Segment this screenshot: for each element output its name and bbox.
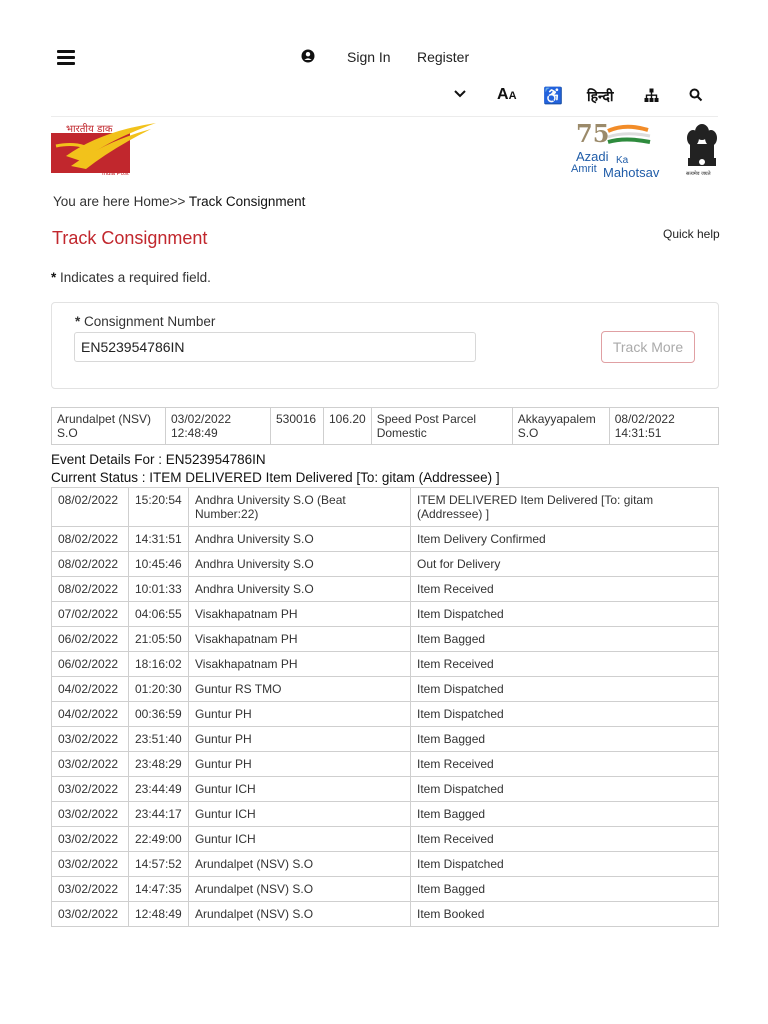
summary-table bbox=[51, 407, 719, 445]
event-description: Item Bagged bbox=[411, 877, 719, 902]
consignment-number-input[interactable] bbox=[74, 332, 476, 362]
event-office: Guntur PH bbox=[189, 752, 411, 777]
accessibility-icon[interactable]: ♿ bbox=[543, 88, 563, 105]
event-time: 22:49:00 bbox=[129, 827, 189, 852]
event-time: 10:01:33 bbox=[129, 577, 189, 602]
event-office: Andhra University S.O (Beat Number:22) bbox=[189, 488, 411, 527]
azadi-ka-amrit-mahotsav-logo bbox=[570, 121, 670, 181]
event-time: 23:44:49 bbox=[129, 777, 189, 802]
event-time: 23:44:17 bbox=[129, 802, 189, 827]
event-description: Item Dispatched bbox=[411, 777, 719, 802]
table-row bbox=[52, 627, 719, 652]
event-description: Item Dispatched bbox=[411, 852, 719, 877]
event-date: 08/02/2022 bbox=[52, 577, 129, 602]
event-date: 08/02/2022 bbox=[52, 552, 129, 577]
chevron-down-icon[interactable] bbox=[453, 89, 467, 99]
table-row bbox=[52, 752, 719, 777]
event-office: Guntur ICH bbox=[189, 802, 411, 827]
event-time: 12:48:49 bbox=[129, 902, 189, 927]
event-time: 14:57:52 bbox=[129, 852, 189, 877]
azadi-line1: Azadi bbox=[576, 149, 609, 164]
event-description: Item Received bbox=[411, 577, 719, 602]
event-office: Guntur ICH bbox=[189, 777, 411, 802]
event-description: Item Received bbox=[411, 752, 719, 777]
table-row bbox=[52, 602, 719, 627]
table-row bbox=[52, 777, 719, 802]
event-office: Andhra University S.O bbox=[189, 552, 411, 577]
azadi-line2: Amrit bbox=[571, 163, 597, 175]
consignment-label-text: Consignment Number bbox=[84, 314, 216, 329]
event-date: 04/02/2022 bbox=[52, 677, 129, 702]
event-office: Guntur PH bbox=[189, 727, 411, 752]
booking-office: Arundalpet (NSV) S.O bbox=[52, 408, 166, 445]
required-star: * bbox=[51, 270, 57, 285]
table-row bbox=[52, 727, 719, 752]
pincode: 530016 bbox=[271, 408, 324, 445]
current-status: Current Status : ITEM DELIVERED Item Delivered [To: gitam (Addressee) ] bbox=[51, 470, 500, 485]
header-divider bbox=[51, 116, 718, 117]
event-date: 08/02/2022 bbox=[52, 488, 129, 527]
azadi-number: 75 bbox=[576, 119, 610, 148]
sitemap-icon[interactable] bbox=[644, 88, 659, 103]
event-date: 03/02/2022 bbox=[52, 827, 129, 852]
search-icon[interactable] bbox=[689, 88, 703, 102]
event-description: ITEM DELIVERED Item Delivered [To: gitam (Addressee) ] bbox=[411, 488, 719, 527]
event-time: 04:06:55 bbox=[129, 602, 189, 627]
event-description: Item Delivery Confirmed bbox=[411, 527, 719, 552]
breadcrumb-prefix[interactable]: You are here Home>> bbox=[53, 194, 189, 209]
font-size-icon[interactable]: AA bbox=[497, 86, 517, 103]
table-row bbox=[52, 902, 719, 927]
event-time: 01:20:30 bbox=[129, 677, 189, 702]
azadi-ka: Ka bbox=[616, 155, 629, 166]
event-date: 03/02/2022 bbox=[52, 802, 129, 827]
booking-datetime: 03/02/2022 12:48:49 bbox=[166, 408, 271, 445]
delivery-office: Akkayyapalem S.O bbox=[512, 408, 609, 445]
table-row bbox=[52, 488, 719, 527]
event-details-heading: Event Details For : EN523954786IN bbox=[51, 452, 266, 467]
event-description: Item Received bbox=[411, 827, 719, 852]
event-time: 14:47:35 bbox=[129, 877, 189, 902]
menu-icon[interactable] bbox=[57, 50, 75, 66]
event-date: 03/02/2022 bbox=[52, 727, 129, 752]
event-description: Item Dispatched bbox=[411, 677, 719, 702]
india-post-hindi-text: भारतीय डाक bbox=[66, 124, 113, 135]
table-row bbox=[52, 827, 719, 852]
event-date: 03/02/2022 bbox=[52, 877, 129, 902]
register-link[interactable]: Register bbox=[417, 49, 470, 65]
event-time: 21:05:50 bbox=[129, 627, 189, 652]
event-description: Item Dispatched bbox=[411, 702, 719, 727]
event-time: 23:51:40 bbox=[129, 727, 189, 752]
event-office: Arundalpet (NSV) S.O bbox=[189, 902, 411, 927]
consignment-number-label bbox=[75, 314, 215, 329]
event-description: Item Bagged bbox=[411, 627, 719, 652]
event-office: Guntur PH bbox=[189, 702, 411, 727]
quick-help-link[interactable]: Quick help bbox=[663, 227, 720, 241]
event-office: Arundalpet (NSV) S.O bbox=[189, 877, 411, 902]
table-row bbox=[52, 677, 719, 702]
event-description: Item Bagged bbox=[411, 802, 719, 827]
event-office: Guntur ICH bbox=[189, 827, 411, 852]
article-type: Speed Post Parcel Domestic bbox=[371, 408, 512, 445]
table-row bbox=[52, 527, 719, 552]
user-icon bbox=[301, 49, 315, 63]
event-date: 07/02/2022 bbox=[52, 602, 129, 627]
event-office: Arundalpet (NSV) S.O bbox=[189, 852, 411, 877]
event-description: Out for Delivery bbox=[411, 552, 719, 577]
breadcrumb-current: Track Consignment bbox=[188, 194, 306, 209]
hindi-language-link[interactable]: हिन्दी bbox=[587, 89, 614, 105]
event-time: 23:48:29 bbox=[129, 752, 189, 777]
table-row bbox=[52, 877, 719, 902]
page-title: Track Consignment bbox=[52, 228, 208, 248]
event-description: Item Booked bbox=[411, 902, 719, 927]
field-required-star: * bbox=[75, 314, 81, 329]
table-row bbox=[52, 652, 719, 677]
event-description: Item Bagged bbox=[411, 727, 719, 752]
event-time: 15:20:54 bbox=[129, 488, 189, 527]
event-time: 14:31:51 bbox=[129, 527, 189, 552]
event-time: 18:16:02 bbox=[129, 652, 189, 677]
event-office: Andhra University S.O bbox=[189, 527, 411, 552]
event-time: 10:45:46 bbox=[129, 552, 189, 577]
event-description: Item Received bbox=[411, 652, 719, 677]
event-date: 03/02/2022 bbox=[52, 852, 129, 877]
breadcrumb bbox=[53, 194, 305, 209]
table-row bbox=[52, 702, 719, 727]
event-date: 03/02/2022 bbox=[52, 777, 129, 802]
table-row bbox=[52, 577, 719, 602]
table-row bbox=[52, 802, 719, 827]
table-row bbox=[52, 852, 719, 877]
track-more-button[interactable]: Track More bbox=[601, 331, 695, 363]
event-office: Visakhapatnam PH bbox=[189, 652, 411, 677]
table-row bbox=[52, 552, 719, 577]
india-post-english-text: India Post bbox=[102, 171, 129, 177]
event-date: 03/02/2022 bbox=[52, 752, 129, 777]
national-emblem-logo bbox=[684, 122, 720, 180]
event-office: Andhra University S.O bbox=[189, 577, 411, 602]
required-note bbox=[51, 270, 211, 285]
tariff: 106.20 bbox=[324, 408, 372, 445]
summary-row bbox=[52, 408, 719, 445]
required-note-text: Indicates a required field. bbox=[56, 270, 211, 285]
event-office: Guntur RS TMO bbox=[189, 677, 411, 702]
event-office: Visakhapatnam PH bbox=[189, 602, 411, 627]
azadi-line3: Mahotsav bbox=[603, 165, 660, 180]
event-description: Item Dispatched bbox=[411, 602, 719, 627]
event-office: Visakhapatnam PH bbox=[189, 627, 411, 652]
event-date: 04/02/2022 bbox=[52, 702, 129, 727]
event-date: 08/02/2022 bbox=[52, 527, 129, 552]
emblem-motto: सत्यमेव जयते bbox=[686, 171, 711, 177]
sign-in-link[interactable]: Sign In bbox=[347, 49, 391, 65]
events-table bbox=[51, 487, 719, 927]
event-date: 06/02/2022 bbox=[52, 652, 129, 677]
delivery-datetime: 08/02/2022 14:31:51 bbox=[609, 408, 718, 445]
event-date: 03/02/2022 bbox=[52, 902, 129, 927]
event-time: 00:36:59 bbox=[129, 702, 189, 727]
event-date: 06/02/2022 bbox=[52, 627, 129, 652]
